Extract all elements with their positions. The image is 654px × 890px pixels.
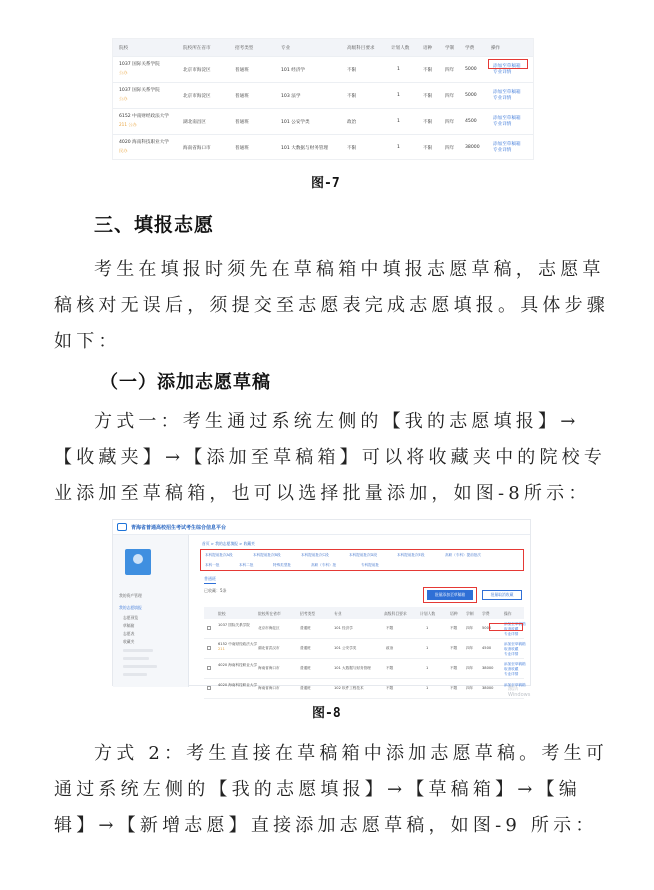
lang-cell: 不限 <box>423 93 433 99</box>
batch-unfavorite-button[interactable]: 批量取消收藏 <box>482 590 522 600</box>
city-cell: 湖北南昌区 <box>183 119 206 125</box>
add-to-draft-link[interactable]: 添加至草稿箱 <box>493 141 521 147</box>
blurred-item <box>123 665 157 668</box>
major-detail-link[interactable]: 专业详情 <box>504 672 519 676</box>
fig7-th: 计划人数 <box>391 45 410 51</box>
batch-tab[interactable]: 本科提前批次C段 <box>301 553 329 557</box>
fig8-th: 高级科目要求 <box>384 611 407 616</box>
figure-7-caption: 图-7 <box>311 176 340 191</box>
major-cell: 101 公安学类 <box>281 119 310 125</box>
plan-cell: 1 <box>426 686 429 690</box>
plan-cell: 1 <box>397 119 400 124</box>
subsection-title: （一）添加志愿草稿 <box>100 372 271 393</box>
highlight-box <box>488 59 528 69</box>
platform-logo-icon <box>117 523 127 531</box>
fig7-th: 院校所在省市 <box>183 45 211 51</box>
platform-title: 青海省普通高校招生考试考生综合信息平台 <box>131 524 227 531</box>
section-title: 三、填报志愿 <box>94 214 215 236</box>
major-detail-link[interactable]: 专业详情 <box>504 652 519 656</box>
req-cell: 不限 <box>386 686 394 690</box>
add-to-draft-link[interactable]: 添加至草稿箱 <box>504 622 526 626</box>
table-row <box>204 679 524 699</box>
req-cell: 不限 <box>347 145 357 151</box>
batch-tab[interactable]: 专科提前批 <box>361 563 379 567</box>
figure-7-screenshot <box>112 38 534 160</box>
years-cell: 四年 <box>445 67 455 73</box>
main-content <box>190 535 532 698</box>
batch-tab[interactable]: 高职（专科）批 <box>311 563 337 567</box>
batch-add-to-draft-button[interactable]: 批量添加至草稿箱 <box>427 590 473 600</box>
fig8-th: 语种 <box>450 611 458 616</box>
unfavorite-link[interactable]: 取消收藏 <box>504 667 519 671</box>
figure-8-screenshot <box>112 519 531 698</box>
school-cell: 6152 中南财经政法大学 211 公办 <box>119 114 169 127</box>
type-cell: 普通班 <box>235 67 249 73</box>
fig8-th: 学费 <box>482 611 490 616</box>
sidebar-item-volunteer[interactable]: 我的志愿填报 <box>119 605 142 610</box>
fig8-th: 学制 <box>466 611 474 616</box>
fig8-table-header <box>204 607 524 619</box>
add-to-draft-link[interactable]: 添加至草稿箱 <box>504 683 526 687</box>
ops-cell[interactable] <box>493 90 521 102</box>
req-cell: 政治 <box>347 119 357 125</box>
major-cell: 102 软件工程技术 <box>334 686 364 690</box>
major-cell: 101 公安学类 <box>334 646 357 650</box>
city-cell: 北京市海淀区 <box>183 67 211 73</box>
city-cell: 海南省海口市 <box>258 666 280 670</box>
batch-tab[interactable]: 本科一批 <box>205 563 220 567</box>
fig8-th: 院校所在省市 <box>258 611 281 616</box>
type-cell: 普通班 <box>300 626 311 630</box>
lang-cell: 不限 <box>450 626 458 630</box>
sidebar-item-favorites[interactable]: 收藏夹 <box>123 639 135 644</box>
req-cell: 不限 <box>386 666 394 670</box>
school-cell: 1037 国际关系学院 公办 <box>119 88 160 101</box>
years-cell: 四年 <box>466 686 474 690</box>
req-cell: 政治 <box>386 646 394 650</box>
fig7-th: 操作 <box>491 45 501 51</box>
row-checkbox[interactable] <box>207 646 211 650</box>
batch-tab[interactable]: 高职（专科）提前批次 <box>445 553 481 557</box>
school-cell: 4020 海南科技职业大学 <box>218 663 258 667</box>
school-cell: 6152 中南财经政法大学 211 <box>218 642 258 651</box>
lang-cell: 不限 <box>450 666 458 670</box>
city-cell: 海南省海口市 <box>258 686 280 690</box>
fig7-th: 专业 <box>281 45 291 51</box>
fig8-th: 计划人数 <box>420 611 436 616</box>
blurred-item <box>123 673 147 676</box>
tab-normal-class[interactable]: 普通班 <box>204 576 216 584</box>
blurred-item <box>123 657 149 660</box>
lang-cell: 不限 <box>423 119 433 125</box>
fig7-th: 学制 <box>445 45 455 51</box>
fig7-th: 高级科目要求 <box>347 45 375 51</box>
type-cell: 普通班 <box>235 145 249 151</box>
sidebar-item-assets[interactable]: 我的资产管理 <box>119 593 142 598</box>
add-to-draft-link[interactable]: 添加至草稿箱 <box>493 89 521 95</box>
ops-cell[interactable] <box>493 116 521 128</box>
plan-cell: 1 <box>426 646 429 650</box>
ops-cell[interactable] <box>504 662 526 677</box>
plan-cell: 1 <box>426 626 429 630</box>
fee-cell: 4500 <box>465 119 477 124</box>
major-cell: 101 大数据与财务管理 <box>334 666 371 670</box>
add-to-draft-link[interactable]: 添加至草稿箱 <box>504 642 526 646</box>
highlight-box <box>489 623 523 631</box>
table-row <box>113 82 533 108</box>
paragraph: 考生在填报时须先在草稿箱中填报志愿草稿，志愿草稿核对无误后，须提交至志愿表完成志愿填报。具体步骤如下： <box>54 259 609 352</box>
row-checkbox[interactable] <box>207 686 211 690</box>
type-cell: 普通班 <box>235 119 249 125</box>
fig7-th: 语种 <box>423 45 433 51</box>
fig8-th: 专业 <box>334 611 342 616</box>
batch-tab[interactable]: 本科提前批次A段 <box>205 553 233 557</box>
school-cell: 1037 国际关系学院 公办 <box>119 62 160 75</box>
req-cell: 不限 <box>386 626 394 630</box>
ops-cell[interactable] <box>504 642 526 657</box>
major-cell: 101 大数据与财务管理 <box>281 145 328 151</box>
plan-cell: 1 <box>426 666 429 670</box>
ops-cell[interactable] <box>493 142 521 154</box>
major-cell: 103 法学 <box>281 93 301 99</box>
lang-cell: 不限 <box>450 646 458 650</box>
fig8-th: 操作 <box>504 611 512 616</box>
school-cell: 4020 海南科技职业大学 <box>218 683 258 687</box>
sidebar-item-preview[interactable]: 志愿预览 <box>123 615 139 620</box>
breadcrumb: 首页 > 我的志愿填报 > 收藏夹 <box>202 541 255 546</box>
add-to-draft-link[interactable]: 添加至草稿箱 <box>493 115 521 121</box>
paragraph: 方式 2：考生直接在草稿箱中添加志愿草稿。考生可通过系统左侧的【我的志愿填报】→【草稿箱】→【编辑】→【新增志愿】直接添加志愿草稿，如图-9 所示： <box>54 743 608 836</box>
plan-cell: 1 <box>397 93 400 98</box>
school-cell: 4020 海南科技职业大学 民办 <box>119 140 169 153</box>
city-cell: 湖北省武汉市 <box>258 646 280 650</box>
lang-cell: 不限 <box>423 145 433 151</box>
table-row <box>113 134 533 160</box>
watermark: 激活 Windows <box>508 686 531 698</box>
major-cell: 101 经济学 <box>281 67 306 73</box>
sidebar-item-drafts[interactable]: 草稿箱 <box>123 623 135 628</box>
batch-tab[interactable]: 本科提前批次B段 <box>253 553 281 557</box>
plan-cell: 1 <box>397 145 400 150</box>
years-cell: 四年 <box>466 626 474 630</box>
lang-cell: 不限 <box>450 686 458 690</box>
years-cell: 四年 <box>445 145 455 151</box>
fig8-th: 招考类型 <box>300 611 316 616</box>
table-row <box>113 108 533 134</box>
fee-cell: 4500 <box>482 646 492 650</box>
type-cell: 普通班 <box>300 666 311 670</box>
fee-cell: 5000 <box>465 93 477 98</box>
unfavorite-link[interactable]: 取消收藏 <box>504 647 519 651</box>
batch-tab[interactable]: 本科提前批次E段 <box>397 553 425 557</box>
row-checkbox[interactable] <box>207 666 211 670</box>
fee-cell: 38000 <box>465 145 480 150</box>
fig7-th: 学费 <box>465 45 475 51</box>
city-cell: 海南省海口市 <box>183 145 211 151</box>
major-detail-link[interactable]: 专业详情 <box>504 632 519 636</box>
row-checkbox[interactable] <box>207 626 211 630</box>
fig8-th: 院校 <box>218 611 226 616</box>
major-detail-link[interactable]: 专业详情 <box>493 121 512 127</box>
sidebar-item-form[interactable]: 志愿表 <box>123 631 135 636</box>
fee-cell: 38000 <box>482 686 494 690</box>
platform-header <box>113 520 530 535</box>
figure-8-caption: 图-8 <box>312 706 341 721</box>
paragraph: 方式一：考生通过系统左侧的【我的志愿填报】→【收藏夹】→【添加至草稿箱】可以将收藏夹中的院校专业添加至草稿箱，也可以选择批量添加，如图-8所示： <box>54 411 607 504</box>
years-cell: 四年 <box>445 93 455 99</box>
table-row <box>204 619 524 639</box>
fig7-th: 招考类型 <box>235 45 254 51</box>
fee-cell: 5000 <box>482 626 492 630</box>
batch-tab[interactable]: 本科二批 <box>239 563 254 567</box>
avatar <box>125 549 151 575</box>
table-row <box>113 56 533 82</box>
fig7-th: 院校 <box>119 45 129 51</box>
fee-cell: 5000 <box>465 67 477 72</box>
plan-cell: 1 <box>397 67 400 72</box>
type-cell: 普通班 <box>300 686 311 690</box>
favorites-count: 已收藏：5条 <box>204 588 227 593</box>
years-cell: 四年 <box>445 119 455 125</box>
type-cell: 普通班 <box>300 646 311 650</box>
req-cell: 不限 <box>347 67 357 73</box>
fee-cell: 38000 <box>482 666 494 670</box>
table-row <box>204 659 524 679</box>
type-cell: 普通班 <box>235 93 249 99</box>
batch-tab[interactable]: 特殊类型批 <box>273 563 291 567</box>
major-detail-link[interactable]: 专业详情 <box>493 147 512 153</box>
blurred-item <box>123 649 153 652</box>
sidebar <box>113 535 189 687</box>
batch-tab[interactable]: 本科提前批次D段 <box>349 553 377 557</box>
add-to-draft-link[interactable]: 添加至草稿箱 <box>504 662 526 666</box>
req-cell: 不限 <box>347 93 357 99</box>
major-detail-link[interactable]: 专业详情 <box>493 95 512 101</box>
years-cell: 四年 <box>466 666 474 670</box>
lang-cell: 不限 <box>423 67 433 73</box>
add-to-draft-link[interactable]: 添加至草稿箱 <box>493 63 521 69</box>
school-cell: 1037 国际关系学院 <box>218 623 250 627</box>
city-cell: 北京市海淀区 <box>258 626 280 630</box>
table-row <box>204 639 524 659</box>
major-cell: 101 经济学 <box>334 626 353 630</box>
major-detail-link[interactable]: 专业详情 <box>493 69 512 75</box>
years-cell: 四年 <box>466 646 474 650</box>
fig7-table-header <box>113 39 533 56</box>
batch-filter-tabs <box>200 549 524 571</box>
city-cell: 北京市海淀区 <box>183 93 211 99</box>
unfavorite-link[interactable]: 取消收藏 <box>504 627 519 631</box>
